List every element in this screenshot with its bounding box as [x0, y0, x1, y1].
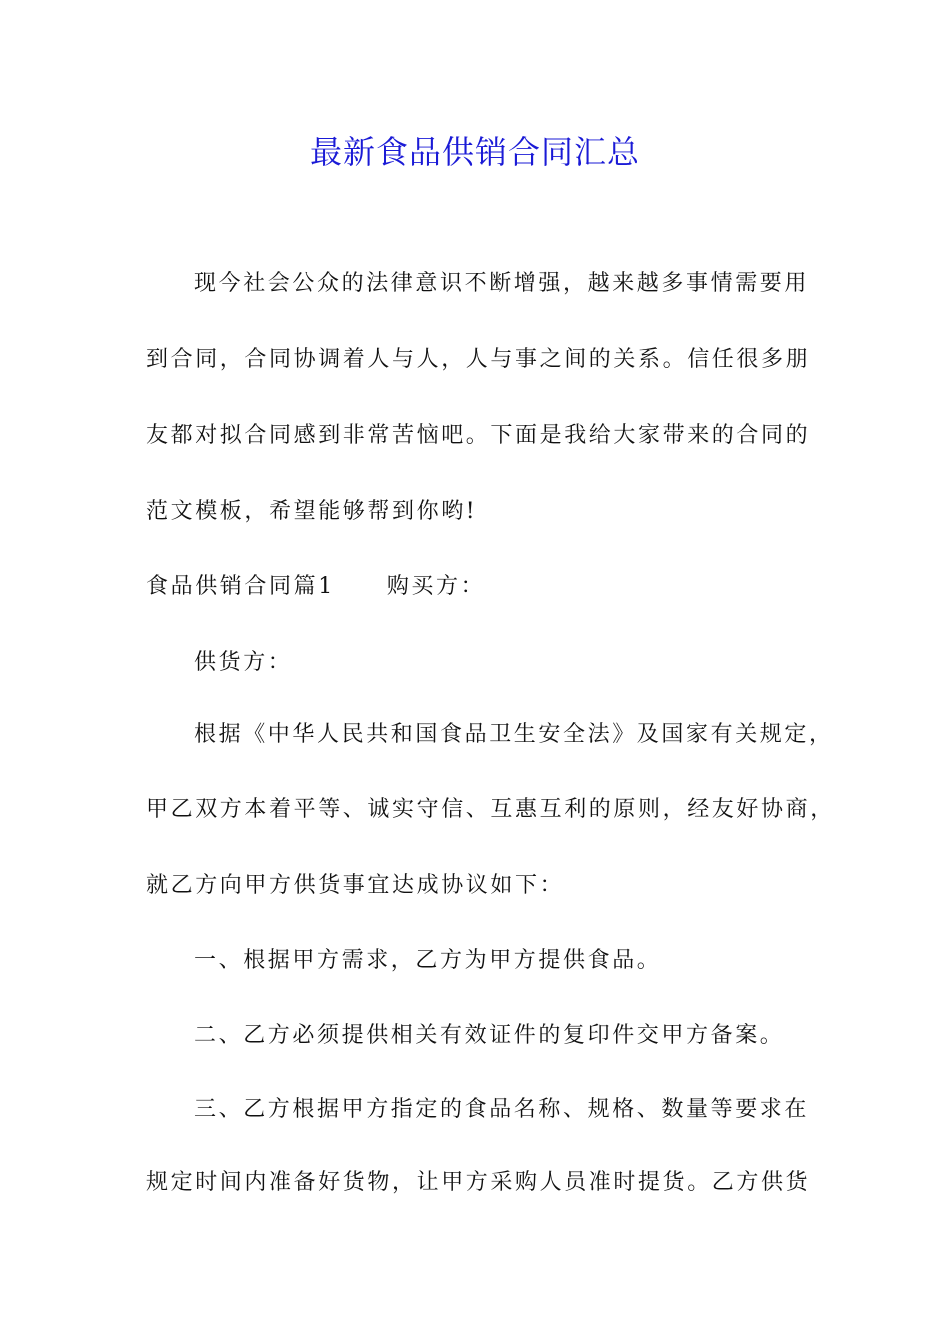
document-title: 最新食品供销合同汇总: [309, 133, 640, 171]
section-heading: 食品供销合同篇1: [146, 574, 335, 599]
paragraph-line: 现今社会公众的法律意识不断增强，越来越多事情需要用: [194, 271, 810, 296]
clause-line: 三、乙方根据甲方指定的食品名称、规格、数量等要求在: [194, 1097, 810, 1122]
paragraph-line: 规定时间内准备好货物，让甲方采购人员准时提货。乙方供货: [146, 1170, 811, 1195]
paragraph-line: 甲乙双方本着平等、诚实守信、互惠互利的原则，经友好协商，: [146, 797, 835, 822]
buyer-label: 购买方：: [386, 574, 486, 599]
paragraph-line: 根据《中华人民共和国食品卫生安全法》及国家有关规定，: [194, 722, 834, 747]
supplier-label: 供货方：: [194, 650, 293, 675]
paragraph-line: 范文模板，希望能够帮到你哟!: [146, 499, 478, 524]
paragraph-line: 就乙方向甲方供货事宜达成协议如下：: [146, 873, 565, 898]
clause-line: 一、根据甲方需求，乙方为甲方提供食品。: [194, 948, 662, 973]
paragraph-line: 友都对拟合同感到非常苦恼吧。下面是我给大家带来的合同的: [146, 423, 811, 448]
paragraph-line: 到合同，合同协调着人与人，人与事之间的关系。信任很多朋: [146, 347, 811, 372]
clause-line: 二、乙方必须提供相关有效证件的复印件交甲方备案。: [194, 1023, 785, 1048]
section-heading-line: [146, 569, 826, 605]
